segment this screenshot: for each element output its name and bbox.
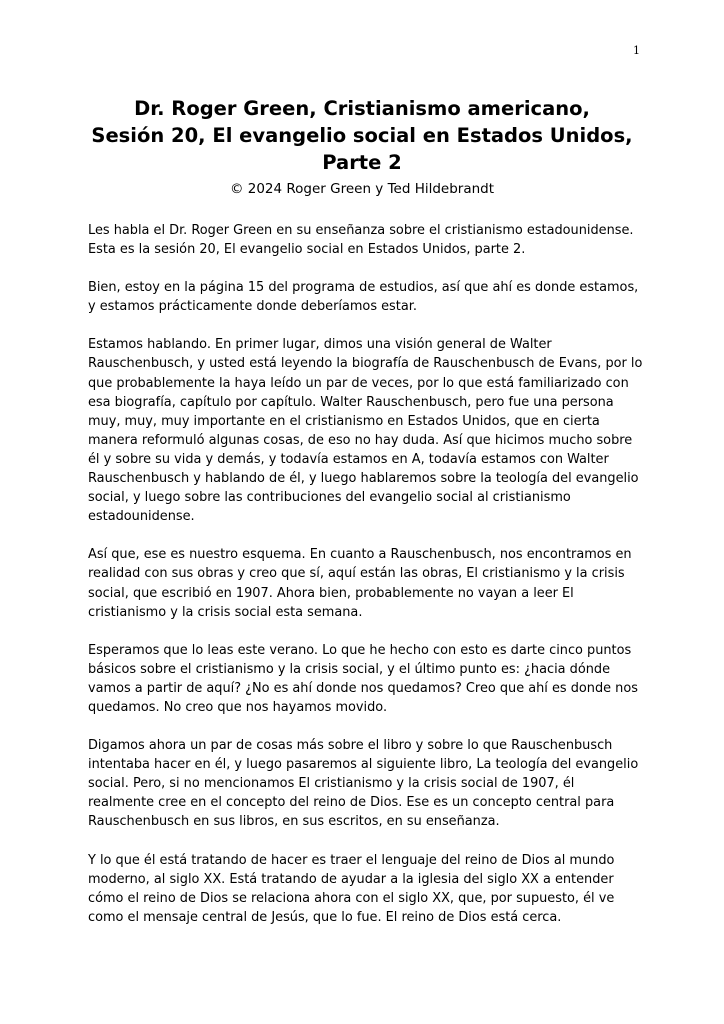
paragraph: Así que, ese es nuestro esquema. En cuanto a Rauschenbusch, nos encontramos en realidad con sus obras y creo que sí, aquí están las obras, El cristianismo y la crisis social, que escribió en 1907. Ahora bien, probablemente no vayan a leer El cristianismo y la crisis social esta semana.	[88, 547, 632, 620]
paragraph: Bien, estoy en la página 15 del programa de estudios, así que ahí es donde estamos, y estamos prácticamente donde deberíamos estar.	[88, 280, 639, 315]
title-line-1: Dr. Roger Green, Cristianismo americano,	[134, 97, 590, 120]
page-number: 1	[633, 44, 640, 57]
paragraph: Y lo que él está tratando de hacer es traer el lenguaje del reino de Dios al mundo moderno, al siglo XX. Está tratando de ayudar a la iglesia del siglo XX a entender cómo el reino de Dios se relaciona ahora con el siglo XX, que, por supuesto, él ve como el mensaje central de Jesús, que lo fue. El reino de Dios está cerca.	[88, 852, 615, 925]
paragraph: Les habla el Dr. Roger Green en su enseñanza sobre el cristianismo estadounidense. Esta es la sesión 20, El evangelio social en Estados Unidos, parte 2.	[88, 223, 634, 258]
paragraph: Estamos hablando. En primer lugar, dimos una visión general de Walter Rauschenbusch, y usted está leyendo la biografía de Rauschenbusch de Evans, por lo que probablemente la haya leído un par de veces, por lo que está familiarizado con esa biografía, capítulo por capítulo. Walter Rauschenbusch, pero fue una persona muy, muy, muy importante en el cristianismo en Estados Unidos, que en cierta manera reformuló algunas cosas, de eso no hay duda. Así que hicimos mucho sobre él y sobre su vida y demás, y todavía estamos en A, todavía estamos con Walter Rauschenbusch y hablando de él, y luego hablaremos sobre la teología del evangelio social, y luego sobre las contribuciones del evangelio social al cristianismo estadounidense.	[88, 337, 643, 525]
transcript-body	[88, 221, 644, 946]
paragraph: Esperamos que lo leas este verano. Lo que he hecho con esto es darte cinco puntos básicos sobre el cristianismo y la crisis social, y el último punto es: ¿hacia dónde vamos a partir de aquí? ¿No es ahí donde nos quedamos? Creo que ahí es donde nos quedamos. No creo que nos hayamos movido.	[88, 642, 638, 715]
title-line-2: Sesión 20, El evangelio social en Estados Unidos,	[91, 124, 633, 147]
title-line-3: Parte 2	[322, 151, 402, 174]
copyright-notice: © 2024 Roger Green y Ted Hildebrandt	[229, 181, 495, 197]
document-title	[0, 95, 724, 176]
paragraph: Digamos ahora un par de cosas más sobre el libro y sobre lo que Rauschenbusch intentaba hacer en él, y luego pasaremos al siguiente libro, La teología del evangelio social. Pero, si no mencionamos El cristianismo y la crisis social de 1907, él realmente cree en el concepto del reino de Dios. Ese es un concepto central para Rauschenbusch en sus libros, en sus escritos, en su enseñanza.	[88, 738, 639, 830]
